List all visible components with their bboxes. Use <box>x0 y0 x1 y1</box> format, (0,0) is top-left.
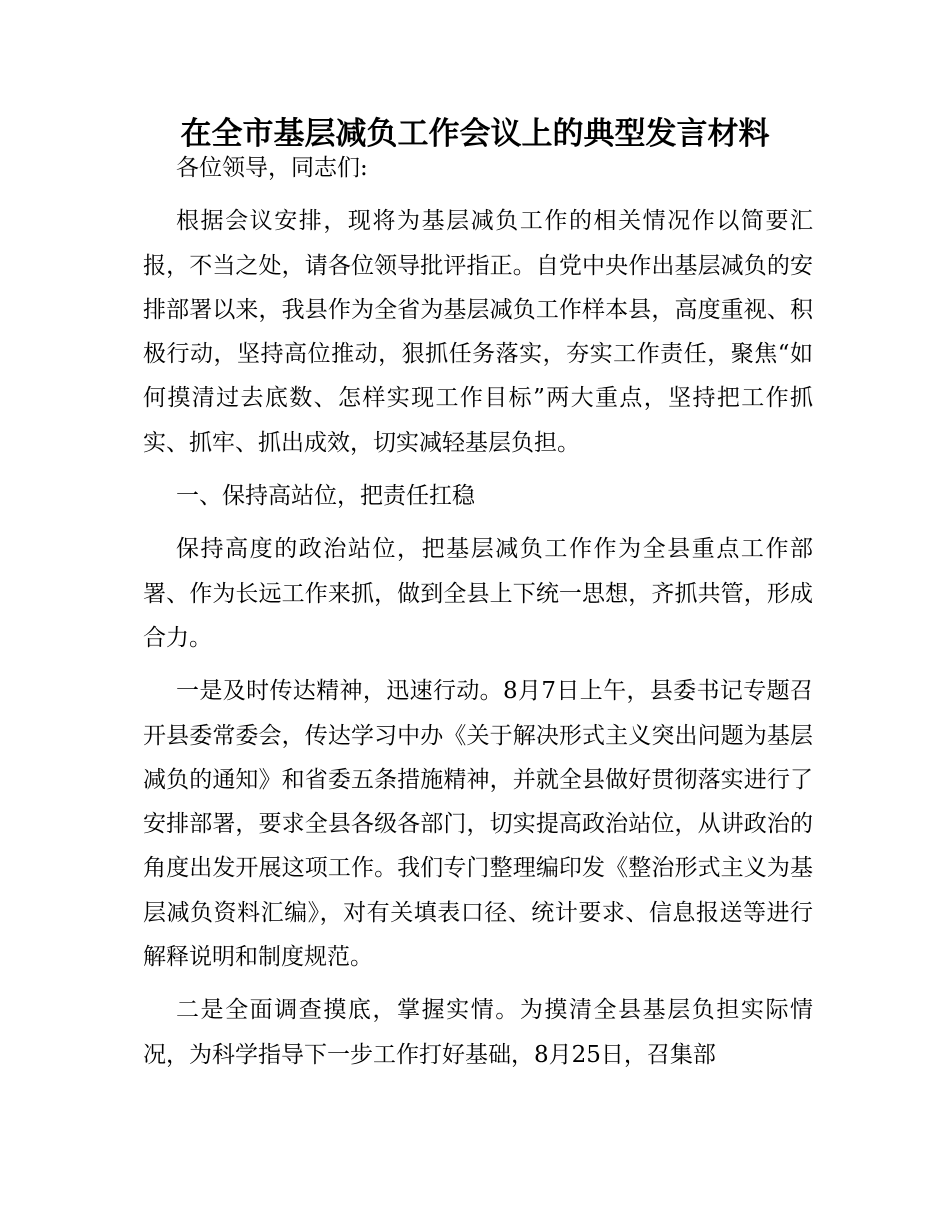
document-title: 在全市基层减负工作会议上的典型发言材料 <box>180 116 770 152</box>
salutation: 各位领导，同志们: <box>176 155 368 181</box>
paragraph-section-1: 保持高度的政治站位，把基层减负工作作为全县重点工作部署、作为长远工作来抓，做到全县上下统一思想，齐抓共管，形成合力。 <box>143 536 813 651</box>
paragraph-point-1: 一是及时传达精神，迅速行动。8月7日上午，县委书记专题召开县委常委会，传达学习中办《关于解决形式主义突出问题为基层减负的通知》和省委五条措施精神，并就全县做好贯彻落实进行了安排部署，要求全县各级各部门，切实提高政治站位，从讲政治的角度出发开展这项工作。我们专门整理编印发《整治形式主义为基层减负资料汇编》，对有关填表口径、统计要求、信息报送等进行解释说明和制度规范。 <box>143 678 813 971</box>
paragraph-point-2: 二是全面调查摸底，掌握实情。为摸清全县基层负担实际情况，为科学指导下一步工作打好基础，8月25日，召集部 <box>143 997 813 1068</box>
paragraph-intro: 根据会议安排，现将为基层减负工作的相关情况作以简要汇报，不当之处，请各位领导批评指正。自党中央作出基层减负的安排部署以来，我县作为全省为基层减负工作样本县，高度重视、积极行动，坚持高位推动，狠抓任务落实，夯实工作责任，聚焦“如何摸清过去底数、怎样实现工作目标”两大重点，坚持把工作抓实、抓牢、抓出成效，切实减轻基层负担。 <box>143 208 813 456</box>
section-heading-1: 一、保持高站位，把责任扛稳 <box>176 483 475 510</box>
document-body <box>143 146 813 1086</box>
